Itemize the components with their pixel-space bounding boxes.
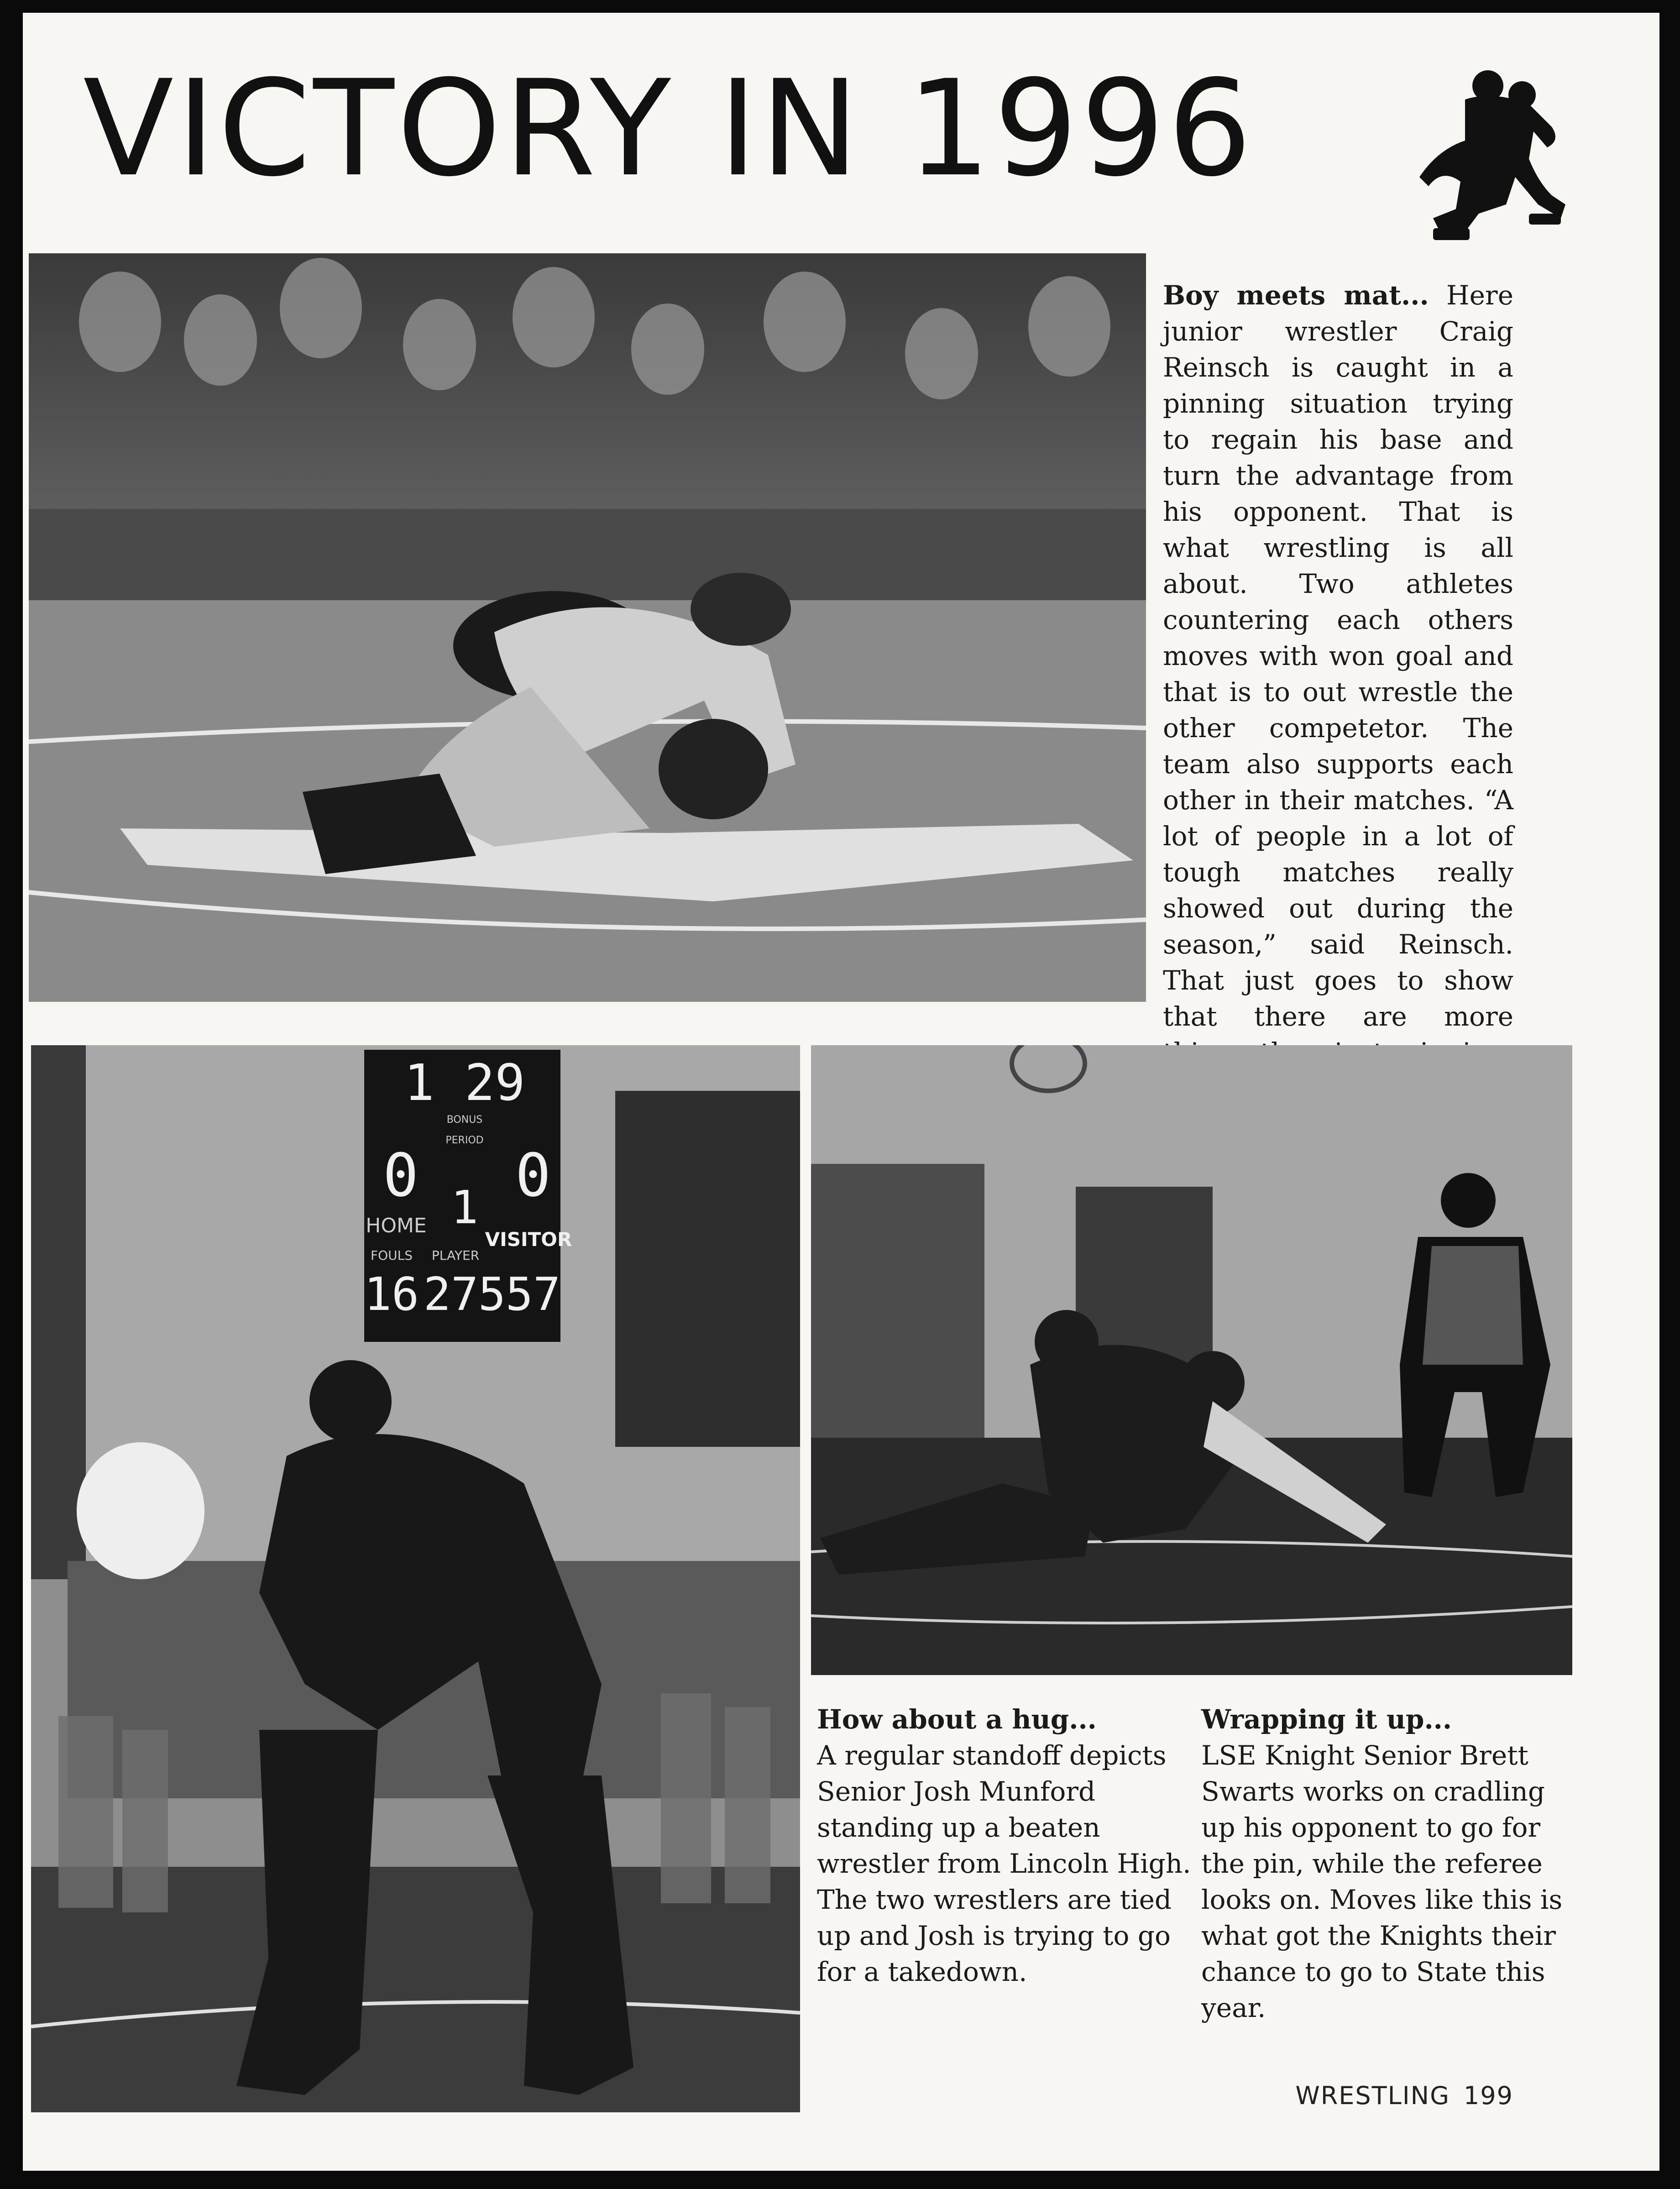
page-folio [1282,2081,1513,2110]
caption-boy-meets-mat [1163,278,1513,1143]
scoreboard-home-label: HOME [366,1214,427,1237]
photo-bottom-right-cradle [811,1045,1572,1675]
caption-text: LSE Knight Senior Brett Swarts works on cradling up his opponent to go for the pin, while the referee looks on. Moves like this is what got the Knights their chance to go to State this year. [1201,1740,1563,2023]
section-name: WRESTLING [1295,2081,1450,2110]
scoreboard-player-label: PLAYER [431,1248,480,1263]
caption-text: Here junior wrestler Craig Reinsch is caught in a pinning situation trying to regain his base and turn the advantage from his opponent. That is what wrestling is all about. Two athletes countering each others moves with won goal and that is to out wrestle the other competetor. The team also supports each other in their matches. “A lot of people in a lot of tough matches really showed out during the season,” said Reinsch. That just goes to show that there are more [1163,280,1513,1032]
wrestlers-silhouette-icon [1415,68,1570,246]
caption-lead: Wrapping it up... [1201,1704,1452,1735]
scoreboard-visitor-fouls: 57 [505,1267,561,1321]
scoreboard [364,1050,572,1342]
scoreboard-visitor-label: VISITOR [485,1228,572,1251]
scoreboard-period: 1 [450,1181,479,1234]
page-number: 199 [1463,2081,1513,2110]
caption-lead: How about a hug... [817,1704,1097,1735]
caption-wrapping-it-up [1201,1702,1575,2026]
page-title: VICTORY IN 1996 [83,52,1255,206]
photo-top-wrestling-match [29,253,1146,1002]
scoreboard-player-number: 5 [478,1267,506,1321]
caption-lead: Boy meets mat... [1163,280,1429,311]
caption-text: A regular standoff depicts Senior Josh Munford standing up a beaten wrestler from Lincoln High. The two wrestlers are tied up and Josh is trying to go for a takedown. [817,1740,1191,1987]
photo-bottom-left-standoff [31,1045,800,2112]
yearbook-page [23,13,1659,2171]
scoreboard-bonus-label: BONUS [446,1114,483,1126]
scoreboard-period-label: PERIOD [445,1135,484,1146]
scoreboard-clock: 1 29 [404,1053,525,1112]
caption-how-about-a-hug [817,1702,1191,1990]
scoreboard-home-score: 0 [382,1141,419,1210]
scoreboard-fouls-label: FOULS [370,1248,413,1263]
scoreboard-home-fouls: 16 [364,1267,419,1321]
scoreboard-visitor-score: 0 [515,1141,551,1210]
scoreboard-player-fouls: 27 [423,1267,479,1321]
